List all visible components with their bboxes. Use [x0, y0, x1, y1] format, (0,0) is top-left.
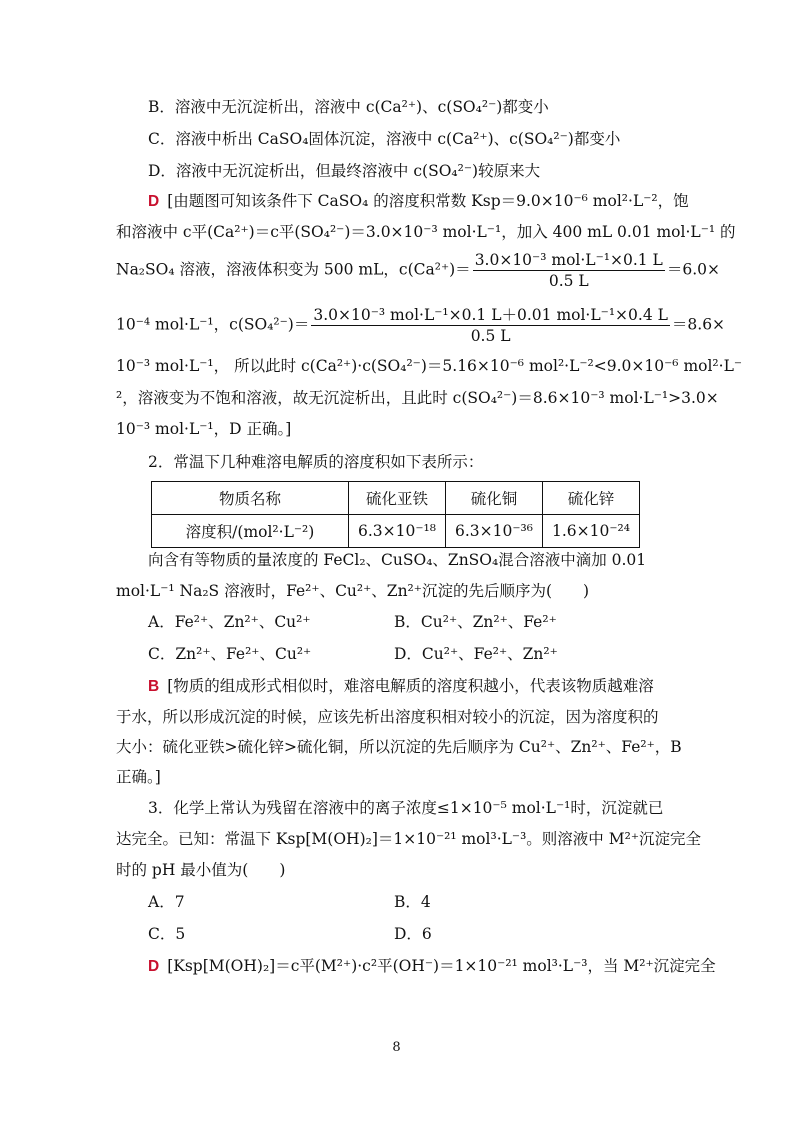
q1-explanation-line-2: 和溶液中 c平(Ca²⁺)＝c平(SO₄²⁻)＝3.0×10⁻³ mol·L⁻¹，加入 400 mL 0.01 mol·L⁻¹ 的	[116, 223, 736, 241]
table-cell: 6.3×10⁻³⁶	[446, 515, 543, 548]
q1-option-d: D．溶液中无沉淀析出，但最终溶液中 c(SO₄²⁻)较原来大	[148, 162, 541, 180]
table-cell: 6.3×10⁻¹⁸	[349, 515, 446, 548]
q3-stem-3: 时的 pH 最小值为( )	[116, 861, 286, 879]
table-header-cell: 硫化铜	[446, 482, 543, 515]
q2-stem-3: mol·L⁻¹ Na₂S 溶液时，Fe²⁺、Cu²⁺、Zn²⁺沉淀的先后顺序为( )	[116, 582, 590, 600]
table-header-cell: 物质名称	[152, 482, 349, 515]
q2-options-row-2	[148, 643, 648, 665]
q3-explanation-text-1: [Ksp[M(OH)₂]＝c平(M²⁺)·c²平(OH⁻)＝1×10⁻²¹ mol³·L⁻³，当 M²⁺沉淀完全	[167, 957, 716, 975]
q2-explanation-line-3: 大小：硫化亚铁>硫化锌>硫化铜，所以沉淀的先后顺序为 Cu²⁺、Zn²⁺、Fe²⁺，B	[116, 738, 682, 756]
q3-explanation-line-1	[148, 955, 716, 978]
table-header-row	[152, 482, 640, 515]
q1-fraction-1-den: 0.5 L	[548, 272, 589, 290]
q1-explanation-text-1: [由题图可知该条件下 CaSO₄ 的溶度积常数 Ksp＝9.0×10⁻⁶ mol²·L⁻²，饱	[167, 192, 689, 210]
q1-fraction-1	[473, 250, 665, 291]
q1-expl-4-prefix: 10⁻⁴ mol·L⁻¹，c(SO₄²⁻)＝	[116, 315, 310, 334]
q3-option-b: B．4	[394, 893, 431, 911]
table-header-cell: 硫化亚铁	[349, 482, 446, 515]
q3-stem-2: 达完全。已知：常温下 Ksp[M(OH)₂]＝1×10⁻²¹ mol³·L⁻³。则溶液中 M²⁺沉淀完全	[116, 830, 701, 848]
q2-explanation-line-4: 正确。]	[116, 768, 161, 786]
q3-stem-1: 3．化学上常认为残留在溶液中的离子浓度≤1×10⁻⁵ mol·L⁻¹时，沉淀就已	[148, 799, 664, 817]
q2-stem: 2．常温下几种难溶电解质的溶度积如下表所示：	[148, 453, 484, 471]
q1-option-c: C．溶液中析出 CaSO₄固体沉淀，溶液中 c(Ca²⁺)、c(SO₄²⁻)都变小	[148, 130, 621, 148]
q2-option-d: D．Cu²⁺、Fe²⁺、Zn²⁺	[394, 645, 558, 663]
q1-explanation-line-4	[116, 305, 726, 346]
q1-option-b: B．溶液中无沉淀析出，溶液中 c(Ca²⁺)、c(SO₄²⁻)都变小	[148, 98, 549, 116]
q1-expl-4-suffix: ＝8.6×	[671, 315, 726, 334]
q1-answer: D	[148, 193, 160, 210]
q3-options-row-1	[148, 891, 648, 913]
q2-explanation-text-1: [物质的组成形式相似时，难溶电解质的溶度积越小，代表该物质越难溶	[167, 677, 654, 695]
table-cell: 1.6×10⁻²⁴	[543, 515, 640, 548]
q3-answer: D	[148, 958, 160, 975]
q2-options-row-1	[148, 611, 648, 633]
q1-explanation-line-5: 10⁻³ mol·L⁻¹， 所以此时 c(Ca²⁺)·c(SO₄²⁻)＝5.16×10⁻⁶ mol²·L⁻²<9.0×10⁻⁶ mol²·L⁻	[116, 357, 743, 375]
table-row	[152, 515, 640, 548]
q1-fraction-2-num: 3.0×10⁻³ mol·L⁻¹×0.1 L＋0.01 mol·L⁻¹×0.4 L	[313, 306, 668, 324]
q2-explanation-line-2: 于水，所以形成沉淀的时候，应该先析出溶度积相对较小的沉淀，因为溶度积的	[116, 708, 659, 726]
q3-options-row-2	[148, 923, 648, 945]
q2-stem-2: 向含有等物质的量浓度的 FeCl₂、CuSO₄、ZnSO₄混合溶液中滴加 0.01	[148, 551, 647, 569]
q2-option-b: B．Cu²⁺、Zn²⁺、Fe²⁺	[394, 613, 557, 631]
q1-explanation-line-1	[148, 190, 689, 213]
table-cell: 溶度积/(mol²·L⁻²)	[152, 515, 349, 548]
q2-answer: B	[148, 678, 160, 695]
solubility-table	[151, 481, 640, 548]
q1-explanation-line-7: 10⁻³ mol·L⁻¹，D 正确。]	[116, 420, 292, 438]
q2-explanation-line-1	[148, 675, 677, 698]
table-header-cell: 硫化锌	[543, 482, 640, 515]
page-number: 8	[392, 1040, 401, 1055]
q1-fraction-1-num: 3.0×10⁻³ mol·L⁻¹×0.1 L	[474, 251, 663, 269]
q1-expl-3-suffix: ＝6.0×	[666, 260, 720, 279]
q3-option-c: C．5	[148, 925, 186, 943]
q1-explanation-line-3	[116, 250, 720, 291]
q3-option-a: A．7	[148, 893, 185, 911]
q2-option-c: C．Zn²⁺、Fe²⁺、Cu²⁺	[148, 645, 312, 663]
q3-option-d: D．6	[394, 925, 432, 943]
q1-expl-3-prefix: Na₂SO₄ 溶液，溶液体积变为 500 mL，c(Ca²⁺)＝	[116, 260, 471, 279]
q2-option-a: A．Fe²⁺、Zn²⁺、Cu²⁺	[148, 613, 311, 631]
q1-explanation-line-6: ²，溶液变为不饱和溶液，故无沉淀析出，且此时 c(SO₄²⁻)＝8.6×10⁻³ mol·L⁻¹>3.0×	[116, 389, 719, 407]
q1-fraction-2	[311, 305, 670, 346]
q1-fraction-2-den: 0.5 L	[470, 327, 511, 345]
